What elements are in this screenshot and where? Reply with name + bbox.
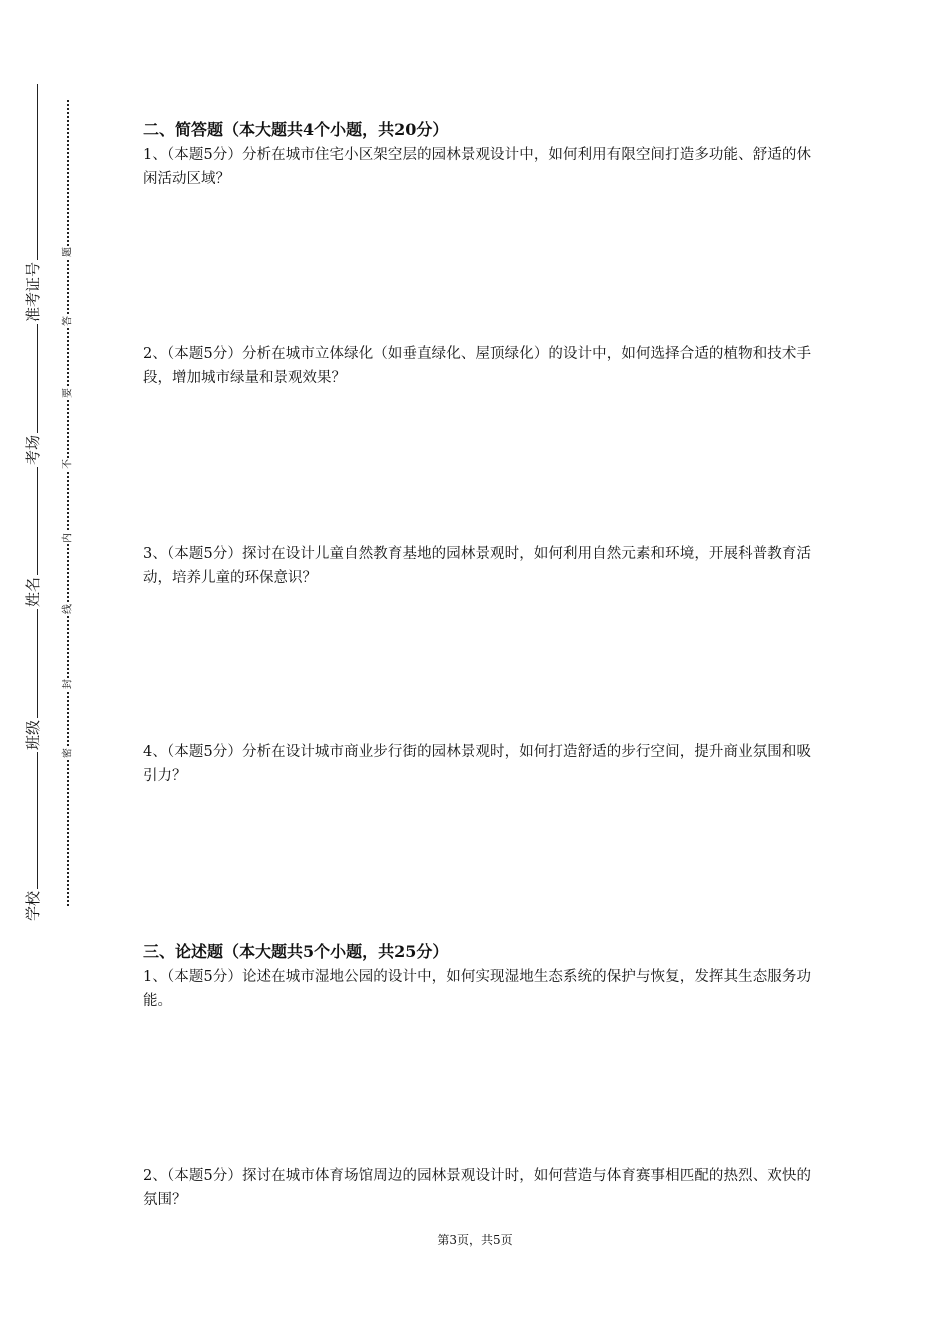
question-item: 4、（本题5分）分析在设计城市商业步行街的园林景观时，如何打造舒适的步行空间，提升商业氛围和吸引力？ <box>143 744 811 784</box>
seal-char: 不 <box>62 459 74 469</box>
school-label: 学校 <box>24 890 42 922</box>
seal-char: 内 <box>62 533 74 543</box>
seal-dotted-line <box>67 100 69 906</box>
class-label: 班级 <box>24 719 42 751</box>
seal-char: 线 <box>62 604 74 614</box>
seal-char: 封 <box>62 679 74 689</box>
admission-number-label: 准考证号 <box>24 261 42 323</box>
section-title-essay: 三、论述题（本大题共5个小题，共25分） <box>143 942 449 961</box>
question-item: 2、（本题5分）分析在城市立体绿化（如垂直绿化、屋顶绿化）的设计中，如何选择合适的植物和技术手段，增加城市绿量和景观效果？ <box>143 346 811 386</box>
question-item: 1、（本题5分）论述在城市湿地公园的设计中，如何实现湿地生态系统的保护与恢复，发挥其生态服务功能。 <box>143 969 811 1009</box>
page-number: 第3页，共5页 <box>437 1233 513 1247</box>
seal-char: 答 <box>62 316 74 326</box>
name-label: 姓名 <box>24 576 42 608</box>
question-item: 2、（本题5分）探讨在城市体育场馆周边的园林景观设计时，如何营造与体育赛事相匹配的热烈、欢快的氛围？ <box>143 1168 811 1208</box>
question-item: 1、（本题5分）分析在城市住宅小区架空层的园林景观设计中，如何利用有限空间打造多功能、舒适的休闲活动区域？ <box>143 147 811 187</box>
seal-char: 题 <box>62 247 74 257</box>
seal-char: 密 <box>62 748 74 758</box>
binding-line <box>37 84 38 922</box>
seal-char: 要 <box>62 388 74 398</box>
section-title-short-answer: 二、简答题（本大题共4个小题，共20分） <box>143 120 449 139</box>
exam-room-label: 考场 <box>24 434 42 466</box>
question-item: 3、（本题5分）探讨在设计儿童自然教育基地的园林景观时，如何利用自然元素和环境，开展科普教育活动，培养儿童的环保意识？ <box>143 546 811 586</box>
